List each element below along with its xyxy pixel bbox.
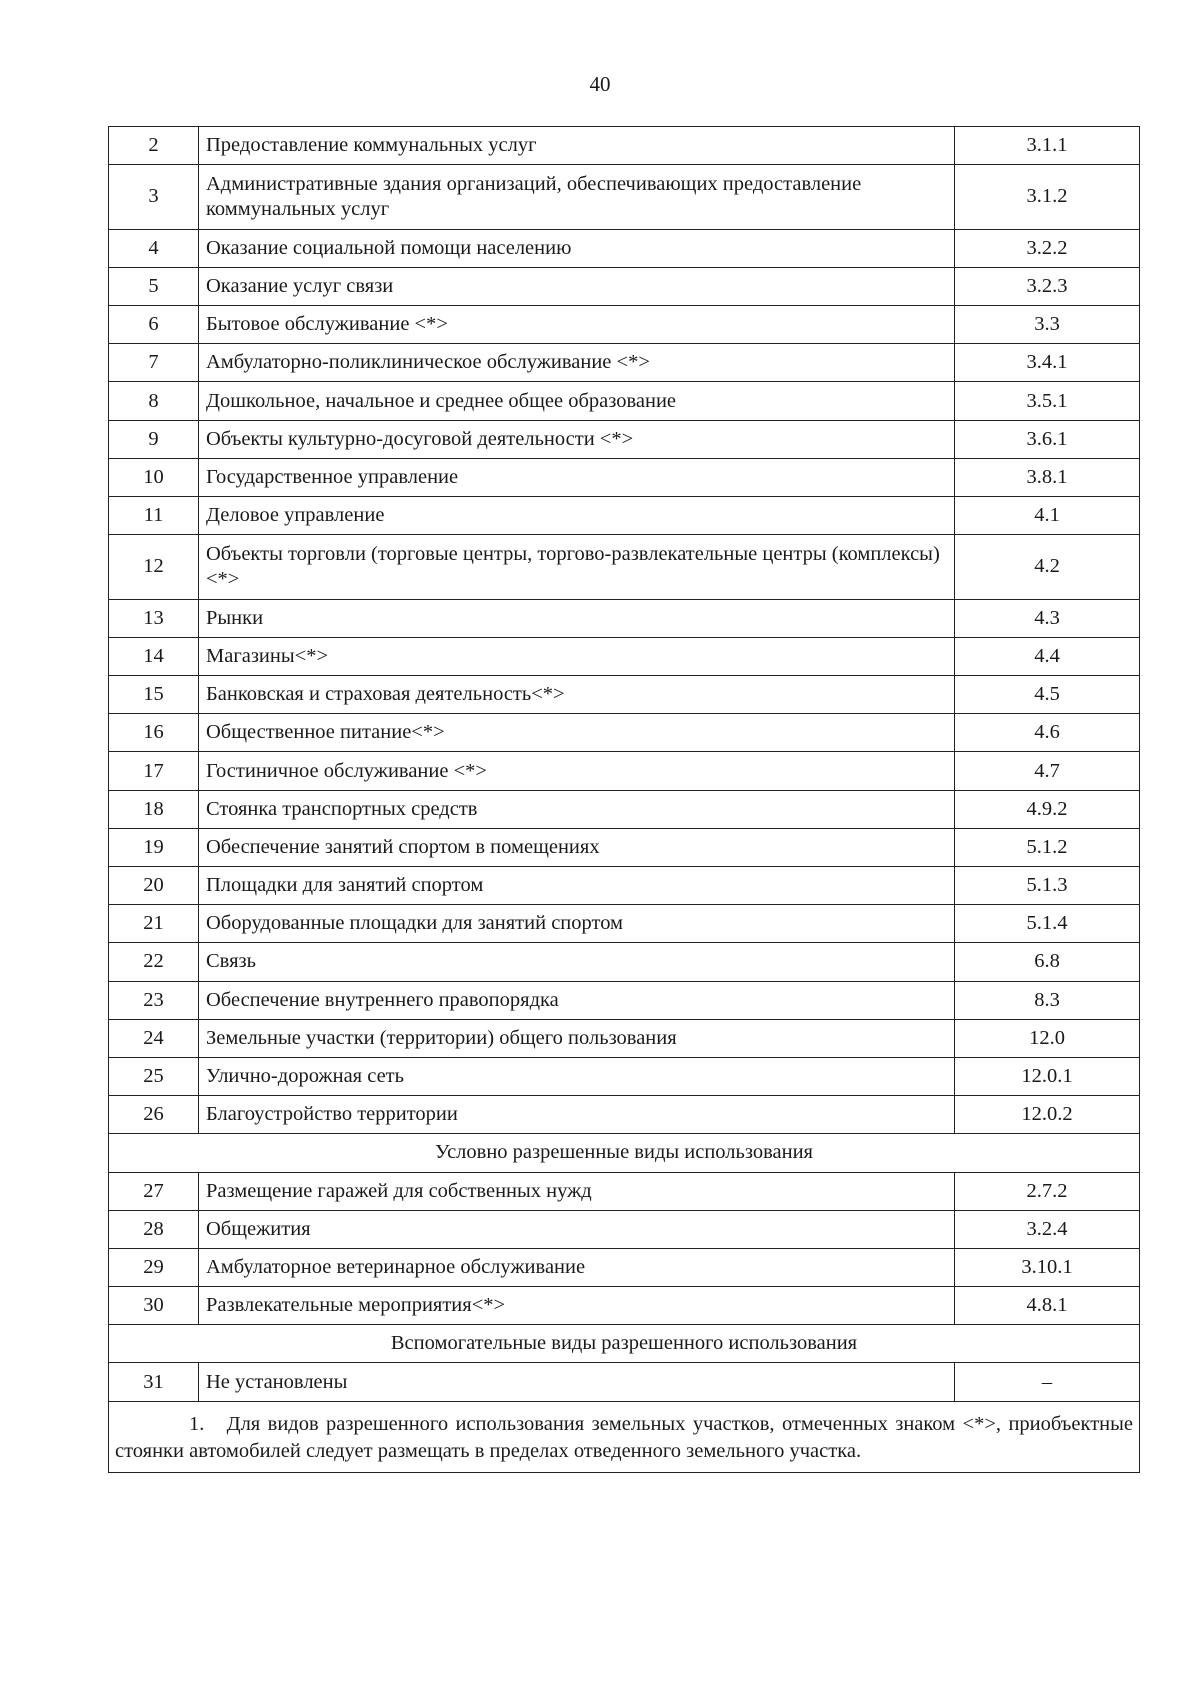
classifier-code-cell: 3.3: [955, 306, 1140, 344]
use-name-cell: Оказание социальной помощи населению: [199, 229, 955, 267]
classifier-code-cell: 3.4.1: [955, 344, 1140, 382]
table-row: [109, 752, 1140, 790]
use-name-cell: Общественное питание<*>: [199, 714, 955, 752]
row-number-cell: 27: [109, 1172, 199, 1210]
classifier-code-cell: 3.6.1: [955, 420, 1140, 458]
row-number-cell: 21: [109, 905, 199, 943]
row-number-cell: 19: [109, 828, 199, 866]
table-row: [109, 497, 1140, 535]
row-number-cell: 11: [109, 497, 199, 535]
classifier-code-cell: 3.10.1: [955, 1248, 1140, 1286]
classifier-code-cell: 4.3: [955, 599, 1140, 637]
use-name-cell: Оказание услуг связи: [199, 267, 955, 305]
use-name-cell: Амбулаторное ветеринарное обслуживание: [199, 1248, 955, 1286]
classifier-code-cell: 3.1.1: [955, 127, 1140, 165]
table-row: [109, 790, 1140, 828]
classifier-code-cell: 4.9.2: [955, 790, 1140, 828]
table-row: [109, 867, 1140, 905]
table-row: [109, 1096, 1140, 1134]
table-row: [109, 306, 1140, 344]
table-row: [109, 676, 1140, 714]
table-row: [109, 981, 1140, 1019]
use-name-cell: Стоянка транспортных средств: [199, 790, 955, 828]
classifier-code-cell: 4.2: [955, 535, 1140, 600]
use-name-cell: Развлекательные мероприятия<*>: [199, 1287, 955, 1325]
use-name-cell: Магазины<*>: [199, 637, 955, 675]
classifier-code-cell: –: [955, 1363, 1140, 1401]
use-name-cell: Обеспечение внутреннего правопорядка: [199, 981, 955, 1019]
use-name-cell: Рынки: [199, 599, 955, 637]
use-name-cell: Амбулаторно-поликлиническое обслуживание <*>: [199, 344, 955, 382]
section-header-conditional: [109, 1134, 1140, 1172]
row-number-cell: 6: [109, 306, 199, 344]
row-number-cell: 17: [109, 752, 199, 790]
use-name-cell: Связь: [199, 943, 955, 981]
table-row: [109, 637, 1140, 675]
classifier-code-cell: 5.1.2: [955, 828, 1140, 866]
table-row: [109, 599, 1140, 637]
table-row: [109, 229, 1140, 267]
row-number-cell: 3: [109, 165, 199, 230]
row-number-cell: 4: [109, 229, 199, 267]
use-name-cell: Общежития: [199, 1210, 955, 1248]
classifier-code-cell: 3.2.2: [955, 229, 1140, 267]
use-name-cell: Бытовое обслуживание <*>: [199, 306, 955, 344]
classifier-code-cell: 12.0.1: [955, 1057, 1140, 1095]
table-row: [109, 420, 1140, 458]
use-name-cell: Не установлены: [199, 1363, 955, 1401]
table-row: [109, 714, 1140, 752]
row-number-cell: 15: [109, 676, 199, 714]
row-number-cell: 5: [109, 267, 199, 305]
classifier-code-cell: 3.8.1: [955, 458, 1140, 496]
use-name-cell: Гостиничное обслуживание <*>: [199, 752, 955, 790]
use-name-cell: Дошкольное, начальное и среднее общее образование: [199, 382, 955, 420]
classifier-code-cell: 4.7: [955, 752, 1140, 790]
row-number-cell: 29: [109, 1248, 199, 1286]
use-name-cell: Государственное управление: [199, 458, 955, 496]
classifier-code-cell: 5.1.3: [955, 867, 1140, 905]
row-number-cell: 30: [109, 1287, 199, 1325]
footnote-text: Для видов разрешенного использования земельных участков, отмеченных знаком <*>, приобъектные стоянки автомобилей следует размещать в пределах отведенного земельного участка.: [115, 1412, 1133, 1462]
table-row: [109, 1172, 1140, 1210]
table-row: [109, 535, 1140, 600]
use-name-cell: Деловое управление: [199, 497, 955, 535]
classifier-code-cell: 4.8.1: [955, 1287, 1140, 1325]
row-number-cell: 20: [109, 867, 199, 905]
classifier-code-cell: 4.1: [955, 497, 1140, 535]
row-number-cell: 10: [109, 458, 199, 496]
row-number-cell: 16: [109, 714, 199, 752]
use-name-cell: Административные здания организаций, обеспечивающих предоставление коммунальных услуг: [199, 165, 955, 230]
table-row: [109, 165, 1140, 230]
page-number: 40: [589, 72, 611, 96]
section-header-conditional-title: Условно разрешенные виды использования: [109, 1134, 1140, 1172]
row-number-cell: 24: [109, 1019, 199, 1057]
table-row: [109, 1287, 1140, 1325]
row-number-cell: 9: [109, 420, 199, 458]
use-name-cell: Размещение гаражей для собственных нужд: [199, 1172, 955, 1210]
table-row: [109, 828, 1140, 866]
classifier-code-cell: 4.5: [955, 676, 1140, 714]
table-row: [109, 1057, 1140, 1095]
table-row: [109, 382, 1140, 420]
row-number-cell: 2: [109, 127, 199, 165]
row-number-cell: 14: [109, 637, 199, 675]
table-row: [109, 267, 1140, 305]
row-number-cell: 18: [109, 790, 199, 828]
row-number-cell: 25: [109, 1057, 199, 1095]
row-number-cell: 8: [109, 382, 199, 420]
row-number-cell: 12: [109, 535, 199, 600]
table-row: [109, 1363, 1140, 1401]
row-number-cell: 31: [109, 1363, 199, 1401]
use-name-cell: Площадки для занятий спортом: [199, 867, 955, 905]
classifier-code-cell: 12.0: [955, 1019, 1140, 1057]
table-row: [109, 905, 1140, 943]
row-number-cell: 28: [109, 1210, 199, 1248]
footnote-number: 1.: [189, 1412, 205, 1435]
row-number-cell: 7: [109, 344, 199, 382]
classifier-code-cell: 3.2.4: [955, 1210, 1140, 1248]
classifier-code-cell: 4.6: [955, 714, 1140, 752]
table-row: [109, 127, 1140, 165]
row-number-cell: 26: [109, 1096, 199, 1134]
row-number-cell: 23: [109, 981, 199, 1019]
classifier-code-cell: 3.1.2: [955, 165, 1140, 230]
table-row: [109, 1019, 1140, 1057]
row-number-cell: 22: [109, 943, 199, 981]
use-name-cell: Банковская и страховая деятельность<*>: [199, 676, 955, 714]
classifier-code-cell: 5.1.4: [955, 905, 1140, 943]
classifier-code-cell: 12.0.2: [955, 1096, 1140, 1134]
classifier-code-cell: 3.2.3: [955, 267, 1140, 305]
use-name-cell: Земельные участки (территории) общего пользования: [199, 1019, 955, 1057]
use-name-cell: Объекты культурно-досуговой деятельности <*>: [199, 420, 955, 458]
classifier-code-cell: 8.3: [955, 981, 1140, 1019]
use-name-cell: Благоустройство территории: [199, 1096, 955, 1134]
footnote-row: [109, 1401, 1140, 1473]
classifier-code-cell: 2.7.2: [955, 1172, 1140, 1210]
table-row: [109, 1248, 1140, 1286]
use-name-cell: Улично-дорожная сеть: [199, 1057, 955, 1095]
section-header-auxiliary-title: Вспомогательные виды разрешенного использования: [109, 1325, 1140, 1363]
use-name-cell: Оборудованные площадки для занятий спортом: [199, 905, 955, 943]
classifier-code-cell: 6.8: [955, 943, 1140, 981]
section-header-auxiliary: [109, 1325, 1140, 1363]
table-row: [109, 344, 1140, 382]
use-name-cell: Предоставление коммунальных услуг: [199, 127, 955, 165]
table-row: [109, 1210, 1140, 1248]
footnote: [109, 1401, 1140, 1473]
classifier-code-cell: 3.5.1: [955, 382, 1140, 420]
row-number-cell: 13: [109, 599, 199, 637]
classifier-code-cell: 4.4: [955, 637, 1140, 675]
use-name-cell: Объекты торговли (торговые центры, торгово-развлекательные центры (комплексы) <*>: [199, 535, 955, 600]
table-row: [109, 943, 1140, 981]
land-use-table-body: [109, 127, 1140, 1473]
table-row: [109, 458, 1140, 496]
land-use-table: [108, 126, 1140, 1473]
use-name-cell: Обеспечение занятий спортом в помещениях: [199, 828, 955, 866]
